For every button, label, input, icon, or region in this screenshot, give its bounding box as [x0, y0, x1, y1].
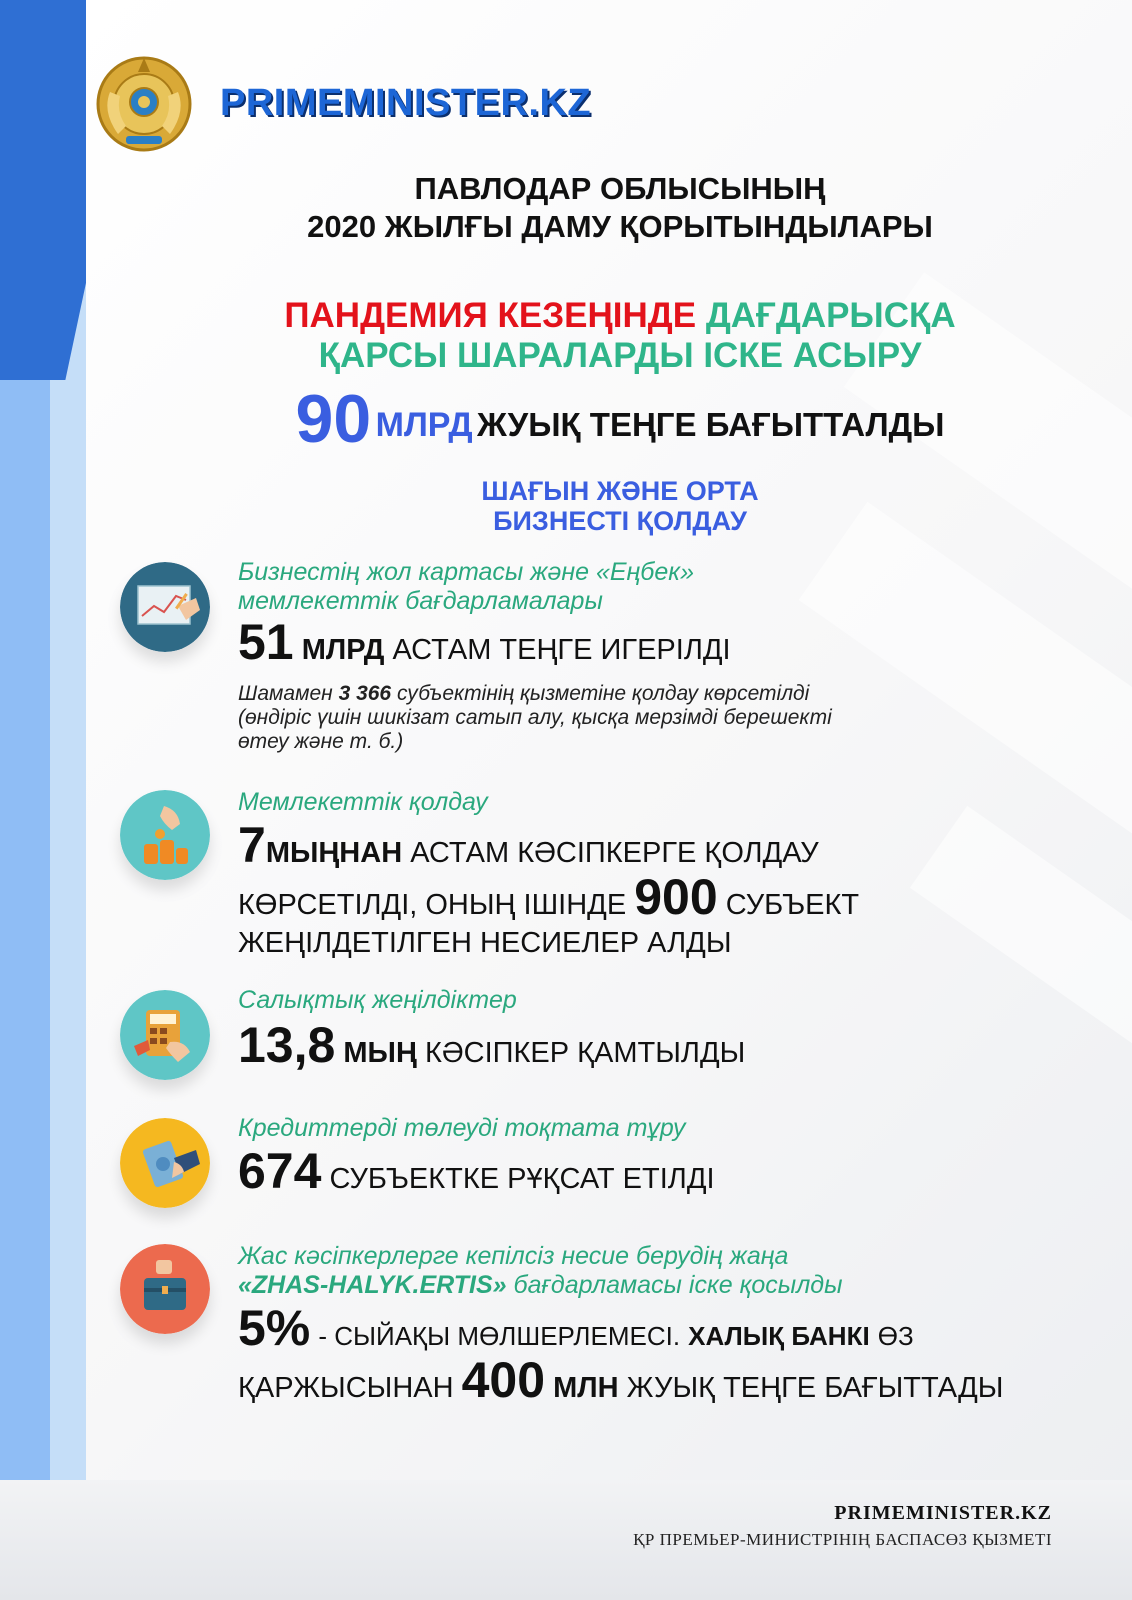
state-support-number-2: 900	[634, 869, 718, 925]
footer-caption: ҚР ПРЕМЬЕР-МИНИСТРІНІҢ БАСПАСӨЗ ҚЫЗМЕТІ	[633, 1530, 1052, 1549]
headline-text: ЖУЫҚ ТЕҢГЕ БАҒЫТТАЛДЫ	[477, 406, 945, 443]
zhas-text-1: - СЫЙАҚЫ МӨЛШЕРЛЕМЕСІ.	[318, 1321, 681, 1351]
zhas-title-rest: бағдарламасы іске қосылды	[513, 1271, 843, 1299]
state-support-text-1: АСТАМ КӘСІПКЕРГЕ ҚОЛДАУ	[410, 837, 819, 869]
footer-site: PRIMEMINISTER.KZ	[834, 1502, 1052, 1524]
tax-number: 13,8	[238, 1017, 336, 1073]
credit-title: Кредиттерді төлеуді тоқтата тұру	[238, 1114, 686, 1142]
zhas-title-1: Жас кәсіпкерлерге кепілсіз несие берудің жаңа	[238, 1242, 789, 1270]
section-credit	[238, 1114, 1098, 1201]
tax-unit: МЫҢ	[343, 1037, 417, 1069]
section-roadmap	[238, 558, 1098, 754]
zhas-number: 5%	[238, 1300, 311, 1356]
subtitle-green-2: ҚАРСЫ ШАРАЛАРДЫ ІСКЕ АСЫРУ	[318, 336, 922, 375]
support-heading-line-2: БИЗНЕСТІ ҚОЛДАУ	[493, 506, 747, 536]
site-logo: PRIMEMINISTER.KZ	[220, 82, 592, 124]
roadmap-note-line-2: (өндіріс үшін шикізат сатып алу, қысқа мерзімді берешекті	[238, 706, 832, 729]
roadmap-title-2: мемлекеттік бағдарламалары	[238, 587, 603, 615]
zhas-number-2: 400	[461, 1352, 546, 1408]
support-heading-line-1: ШАҒЫН ЖӘНЕ ОРТА	[481, 476, 759, 506]
state-support-unit: МЫҢНАН	[265, 837, 403, 869]
credit-text: СУБЪЕКТКЕ РҰҚСАТ ЕТІЛДІ	[329, 1163, 715, 1195]
headline	[120, 380, 1120, 458]
tax-title: Салықтық жеңілдіктер	[238, 986, 517, 1014]
money-handshake-icon	[120, 1118, 210, 1208]
section-tax	[238, 986, 1098, 1075]
section-zhas	[238, 1242, 1098, 1410]
roadmap-text: АСТАМ ТЕҢГЕ ИГЕРІЛДІ	[392, 634, 731, 666]
roadmap-note-line-3: өтеу және т. б.)	[238, 730, 404, 753]
subtitle-red: ПАНДЕМИЯ КЕЗЕҢІНДЕ	[284, 296, 697, 335]
roadmap-note-prefix: Шамамен	[238, 682, 333, 705]
state-support-number: 7	[238, 817, 266, 873]
kazakhstan-emblem-icon	[96, 52, 192, 156]
tax-text: КӘСІПКЕР ҚАМТЫЛДЫ	[424, 1037, 746, 1069]
zhas-text-4: ЖУЫҚ ТЕҢГЕ БАҒЫТТАДЫ	[626, 1372, 1004, 1404]
roadmap-unit: МЛРД	[301, 634, 385, 666]
support-heading	[120, 476, 1120, 536]
zhas-unit-2: МЛН	[553, 1372, 619, 1404]
roadmap-note-rest: субъектінің қызметіне қолдау көрсетілді	[396, 682, 810, 705]
roadmap-title-1: Бизнестің жол картасы және «Еңбек»	[238, 558, 694, 586]
state-support-title: Мемлекеттік қолдау	[238, 788, 488, 816]
headline-number: 90	[295, 381, 372, 457]
subtitle	[120, 296, 1120, 376]
subtitle-green-1: ДАҒДАРЫСҚА	[705, 296, 956, 335]
zhas-text-3: ҚАРЖЫСЫНАН	[238, 1372, 454, 1404]
section-state-support	[238, 788, 1098, 959]
state-support-text-4: ЖЕҢІЛДЕТІЛГЕН НЕСИЕЛЕР АЛДЫ	[238, 927, 732, 959]
credit-number: 674	[238, 1143, 322, 1199]
title-line-1: ПАВЛОДАР ОБЛЫСЫНЫҢ	[414, 171, 826, 206]
zhas-title-bold: «ZHAS-HALYK.ERTIS»	[238, 1271, 507, 1299]
roadmap-number: 51	[238, 614, 294, 670]
zhas-bold-1: ХАЛЫҚ БАНКІ	[688, 1321, 870, 1351]
state-support-text-2: КӨРСЕТІЛДІ, ОНЫҢ ІШІНДЕ	[238, 889, 627, 921]
roadmap-note-bold: 3 366	[338, 682, 392, 705]
page-title	[120, 170, 1120, 246]
chart-board-icon	[120, 562, 210, 652]
coins-hand-icon	[120, 790, 210, 880]
headline-unit: МЛРД	[375, 406, 473, 444]
roadmap-note	[238, 682, 1098, 754]
zhas-text-2: ӨЗ	[877, 1321, 914, 1351]
title-line-2: 2020 ЖЫЛҒЫ ДАМУ ҚОРЫТЫНДЫЛАРЫ	[307, 209, 933, 244]
briefcase-icon	[120, 1244, 210, 1334]
calculator-icon	[120, 990, 210, 1080]
state-support-text-3: СУБЪЕКТ	[725, 889, 860, 921]
